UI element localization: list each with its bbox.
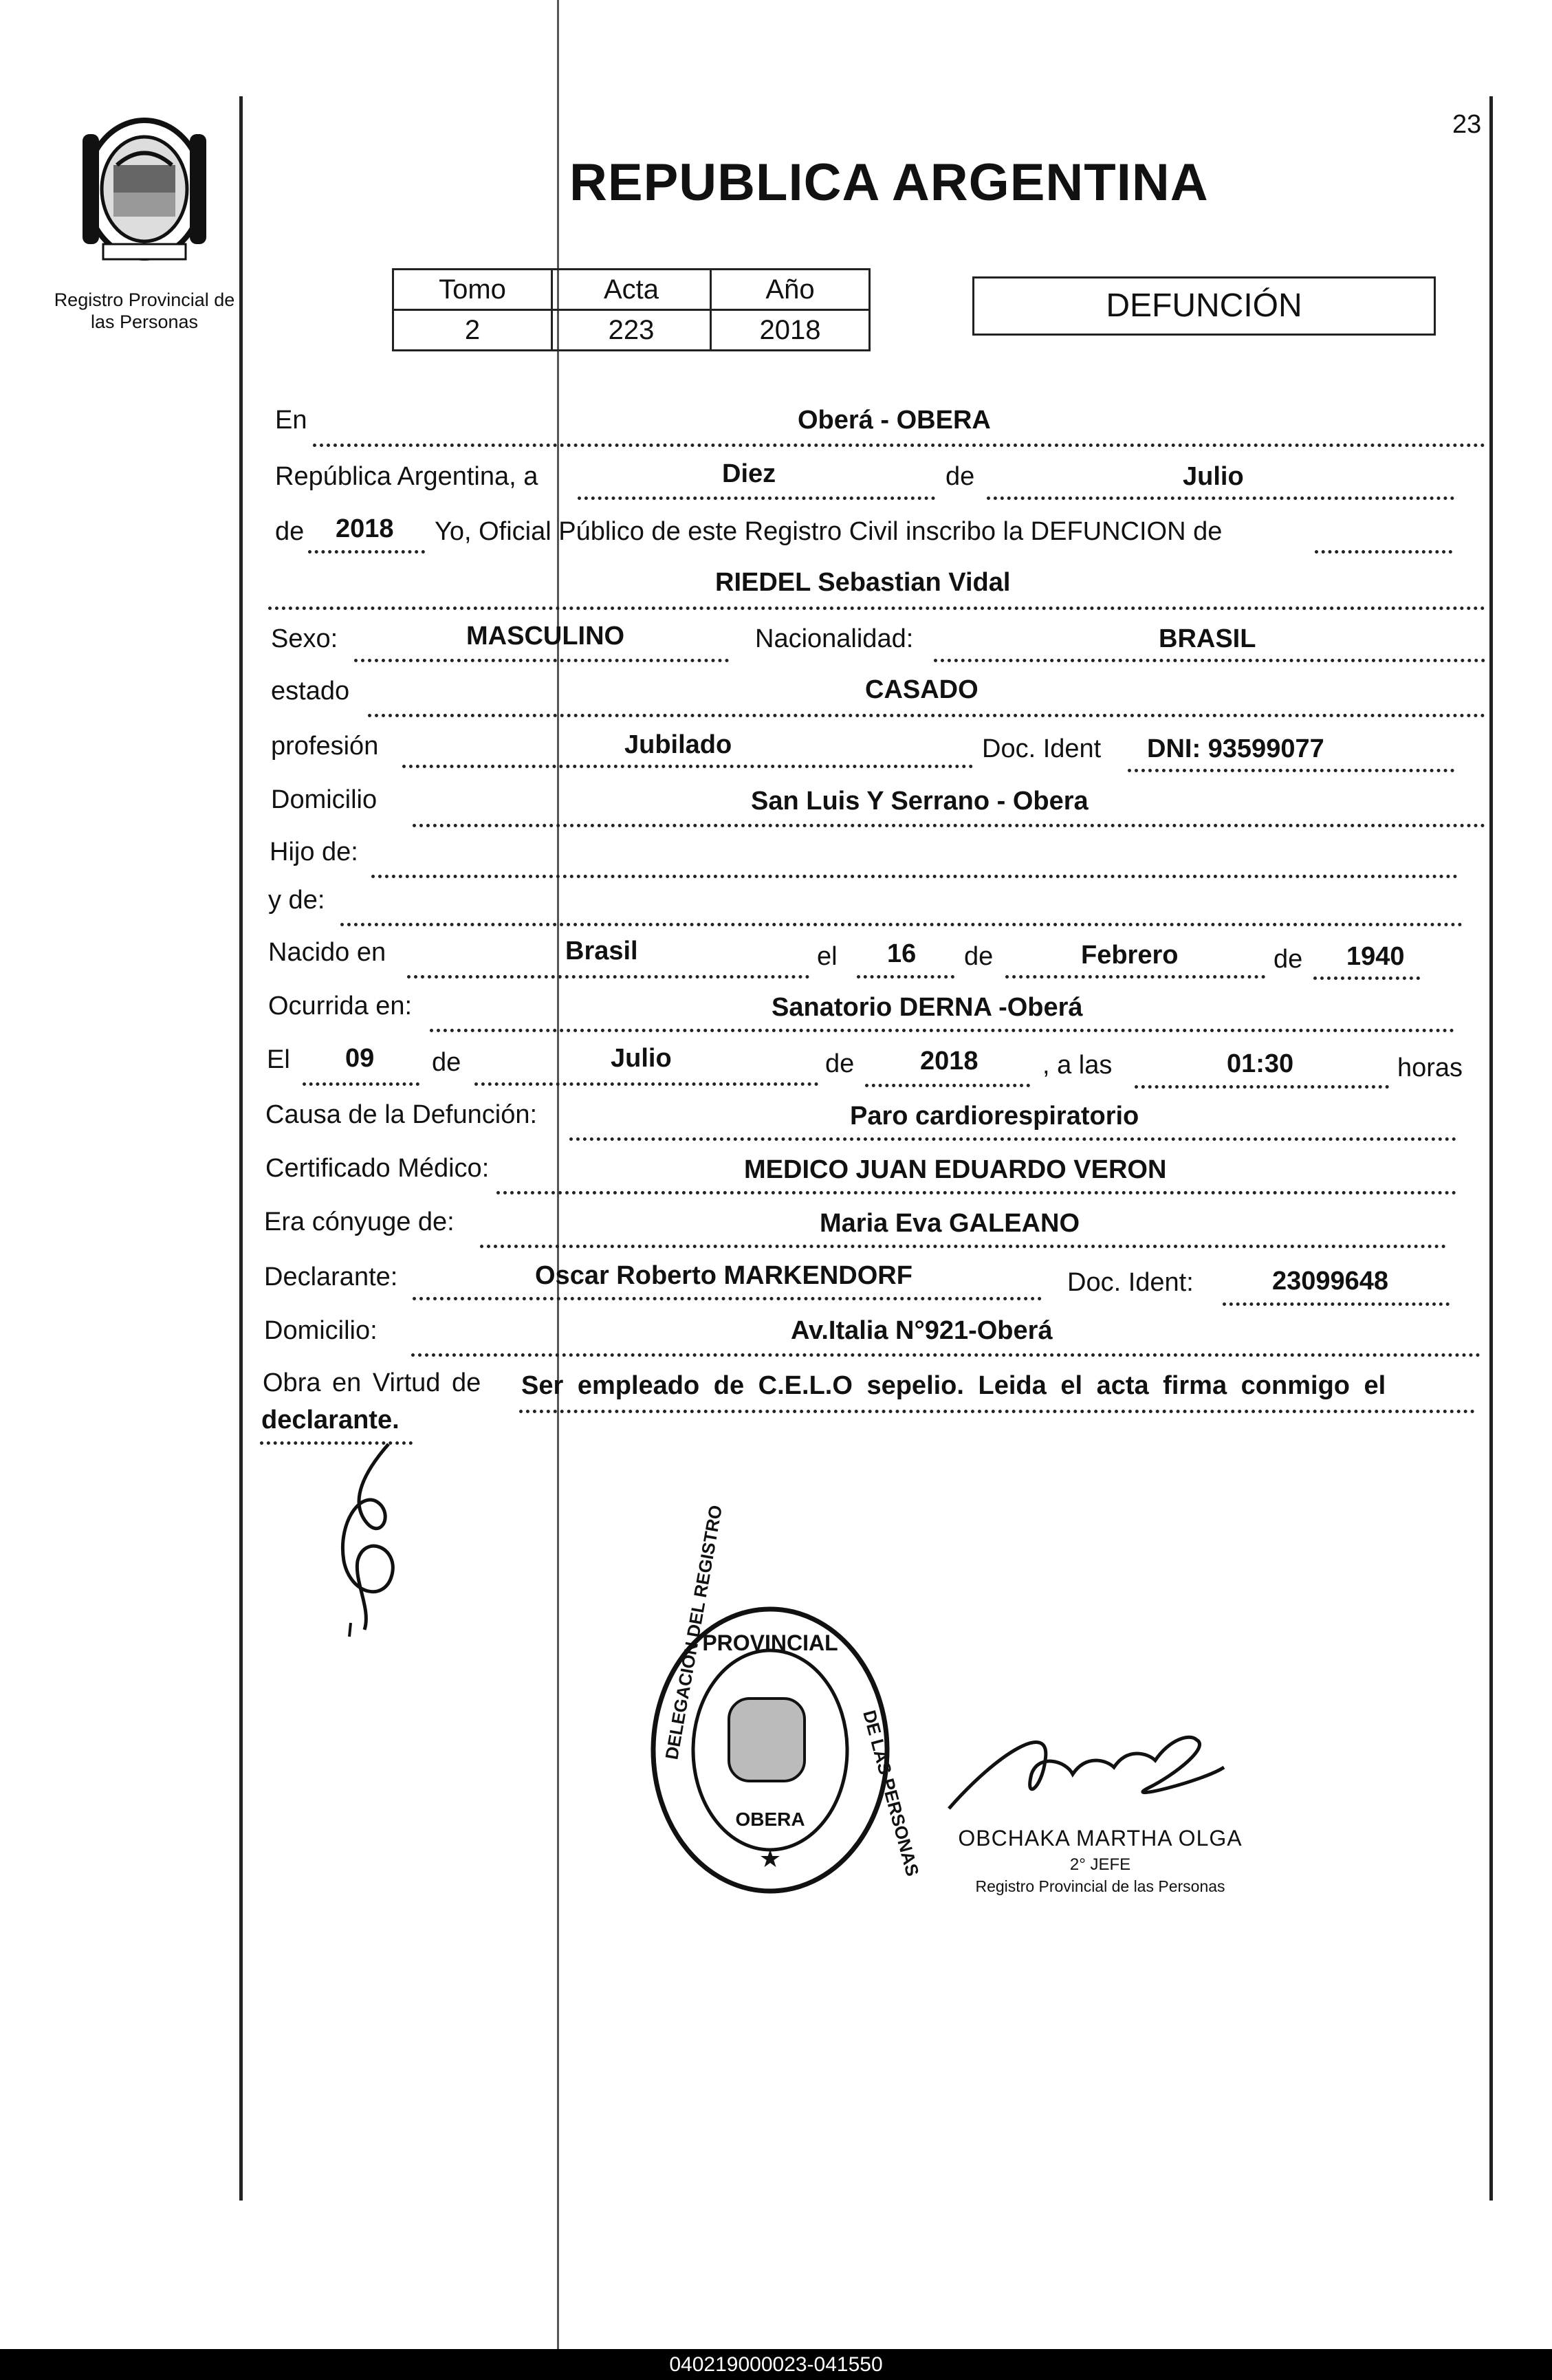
svg-text:DE LAS PERSONAS: DE LAS PERSONAS: [859, 1707, 923, 1879]
value-dia: Diez: [722, 459, 776, 488]
value-dni: DNI: 93599077: [1147, 734, 1324, 763]
value-def-mes: Julio: [611, 1044, 672, 1073]
label-de-4: de: [1274, 945, 1303, 974]
label-sexo: Sexo:: [271, 624, 338, 653]
value-estado: CASADO: [865, 675, 979, 704]
signatory-org: Registro Provincial de las Personas: [975, 1877, 1225, 1895]
label-de-5: de: [432, 1048, 461, 1077]
label-nacido-en: Nacido en: [268, 938, 386, 967]
svg-text:DELEGACION DEL REGISTRO: DELEGACION DEL REGISTRO: [661, 1503, 727, 1762]
value-causa: Paro cardiorespiratorio: [850, 1102, 1139, 1131]
underline-domicilio: [413, 824, 1485, 827]
volume-value-acta: 223: [552, 310, 711, 351]
volume-header-tomo: Tomo: [393, 270, 552, 310]
label-yo-oficial: Yo, Oficial Público de este Registro Civil inscribo la DEFUNCION de: [435, 517, 1223, 546]
underline-nac-dia: [857, 975, 954, 979]
value-nacionalidad: BRASIL: [1159, 624, 1256, 653]
underline-anio: [308, 550, 425, 554]
official-signature-icon: [942, 1712, 1231, 1836]
underline-nac-mes: [1005, 975, 1265, 979]
signatory-block: [935, 1826, 1265, 1896]
underline-nacionalidad: [934, 659, 1485, 662]
value-nac-dia: 16: [887, 939, 917, 968]
value-domicilio-2: Av.Italia N°921-Oberá: [791, 1316, 1053, 1345]
svg-text:PROVINCIAL: PROVINCIAL: [702, 1630, 838, 1655]
underline-hijo-de: [371, 875, 1458, 878]
value-obra-texto-2: declarante.: [261, 1406, 400, 1434]
value-nac-mes: Febrero: [1081, 941, 1179, 970]
label-en: En: [275, 406, 307, 435]
footer-code: 040219000023-041550: [0, 2349, 1552, 2380]
label-domicilio: Domicilio: [271, 785, 378, 814]
underline-dni: [1128, 769, 1454, 772]
declarant-signature-icon: [323, 1430, 419, 1650]
signatory-name: OBCHAKA MARTHA OLGA: [958, 1826, 1243, 1850]
underline-dia: [578, 496, 935, 500]
label-domicilio-2: Domicilio:: [264, 1316, 378, 1345]
value-nac-anio: 1940: [1346, 942, 1405, 971]
left-margin-rule: [239, 96, 243, 2201]
label-obra-en: Obra en Virtud de: [263, 1368, 481, 1397]
value-mes: Julio: [1183, 462, 1244, 491]
value-declarante: Oscar Roberto MARKENDORF: [535, 1261, 912, 1290]
document-type-box: DEFUNCIÓN: [972, 276, 1436, 336]
label-de-1: de: [946, 462, 975, 491]
value-sexo: MASCULINO: [466, 622, 625, 651]
label-de-2: de: [275, 517, 305, 546]
value-nombre: RIEDEL Sebastian Vidal: [715, 568, 1011, 597]
label-estado: estado: [271, 677, 350, 706]
label-doc-ident: Doc. Ident: [982, 734, 1102, 763]
value-lugar: Oberá - OBERA: [798, 406, 991, 435]
value-domicilio: San Luis Y Serrano - Obera: [751, 787, 1089, 816]
value-hora: 01:30: [1227, 1049, 1294, 1078]
value-def-dia: 09: [345, 1044, 375, 1073]
right-margin-rule: [1489, 96, 1493, 2201]
underline-nombre: [268, 607, 1485, 610]
value-profesion: Jubilado: [624, 730, 732, 759]
label-ocurrida-en: Ocurrida en:: [268, 992, 413, 1020]
scan-fold-line: [557, 0, 559, 2349]
value-ocurrida-en: Sanatorio DERNA -Oberá: [772, 993, 1083, 1022]
signatory-role: 2° JEFE: [1069, 1855, 1131, 1874]
underline-causa: [569, 1137, 1456, 1141]
underline-obra: [519, 1410, 1475, 1413]
label-a-las: , a las: [1042, 1051, 1113, 1080]
underline-certificado: [496, 1191, 1456, 1194]
page-title: REPUBLICA ARGENTINA: [569, 153, 1209, 212]
svg-text:★: ★: [758, 1845, 782, 1873]
value-nacido-en: Brasil: [565, 937, 638, 965]
volume-table: [392, 268, 871, 351]
underline-def-dia: [303, 1082, 419, 1086]
value-declarante-doc: 23099648: [1272, 1267, 1389, 1296]
value-certificado: MEDICO JUAN EDUARDO VERON: [744, 1155, 1167, 1184]
label-profesion: profesión: [271, 732, 379, 761]
underline-domicilio-2: [411, 1353, 1480, 1357]
label-republica: República Argentina, a: [275, 462, 538, 491]
label-hijo-de: Hijo de:: [270, 838, 358, 866]
label-de-3: de: [964, 942, 994, 971]
volume-value-tomo: 2: [393, 310, 552, 351]
underline-conyuge: [480, 1245, 1446, 1248]
value-anio: 2018: [336, 514, 394, 543]
underline-hora: [1135, 1085, 1389, 1089]
label-conyuge: Era cónyuge de:: [264, 1208, 455, 1236]
volume-value-anio: 2018: [711, 310, 870, 351]
underline-nac-anio: [1313, 976, 1420, 980]
label-horas: horas: [1397, 1053, 1463, 1082]
label-declarante: Declarante:: [264, 1263, 398, 1291]
underline-declarante-doc: [1223, 1302, 1450, 1306]
label-de-6: de: [825, 1049, 855, 1078]
underline-estado: [368, 714, 1485, 717]
value-obra-texto: Ser empleado de C.E.L.O sepelio. Leida el acta firma conmigo el: [521, 1371, 1386, 1400]
value-conyuge: Maria Eva GALEANO: [820, 1209, 1080, 1238]
official-stamp-icon: [640, 1503, 923, 1905]
registry-line-2: las Personas: [90, 312, 199, 332]
value-def-anio: 2018: [920, 1047, 979, 1076]
label-causa: Causa de la Defunción:: [265, 1100, 538, 1129]
underline-y-de: [340, 923, 1463, 926]
underline-mes: [987, 496, 1454, 500]
registry-name: [41, 289, 248, 333]
underline-nacido-en: [407, 975, 809, 979]
underline-def-anio: [865, 1084, 1030, 1087]
volume-header-acta: Acta: [552, 270, 711, 310]
misiones-coat-of-arms-icon: [76, 113, 213, 265]
label-El: El: [267, 1045, 290, 1074]
underline-sexo: [354, 659, 729, 662]
registry-line-1: Registro Provincial de: [54, 290, 235, 310]
underline-ocurrida-en: [430, 1029, 1454, 1032]
label-y-de: y de:: [268, 886, 325, 915]
underline-def-mes: [474, 1082, 818, 1086]
label-doc-ident-2: Doc. Ident:: [1067, 1268, 1194, 1297]
page-number: 23: [1452, 110, 1482, 139]
label-certificado: Certificado Médico:: [265, 1154, 490, 1183]
volume-header-anio: Año: [711, 270, 870, 310]
underline-declarante: [413, 1297, 1042, 1300]
underline-extra: [1315, 550, 1452, 554]
underline-profesion: [402, 765, 973, 768]
underline-lugar: [313, 444, 1485, 447]
label-nacionalidad: Nacionalidad:: [755, 624, 914, 653]
label-el: el: [817, 942, 838, 971]
svg-text:OBERA: OBERA: [735, 1809, 805, 1830]
